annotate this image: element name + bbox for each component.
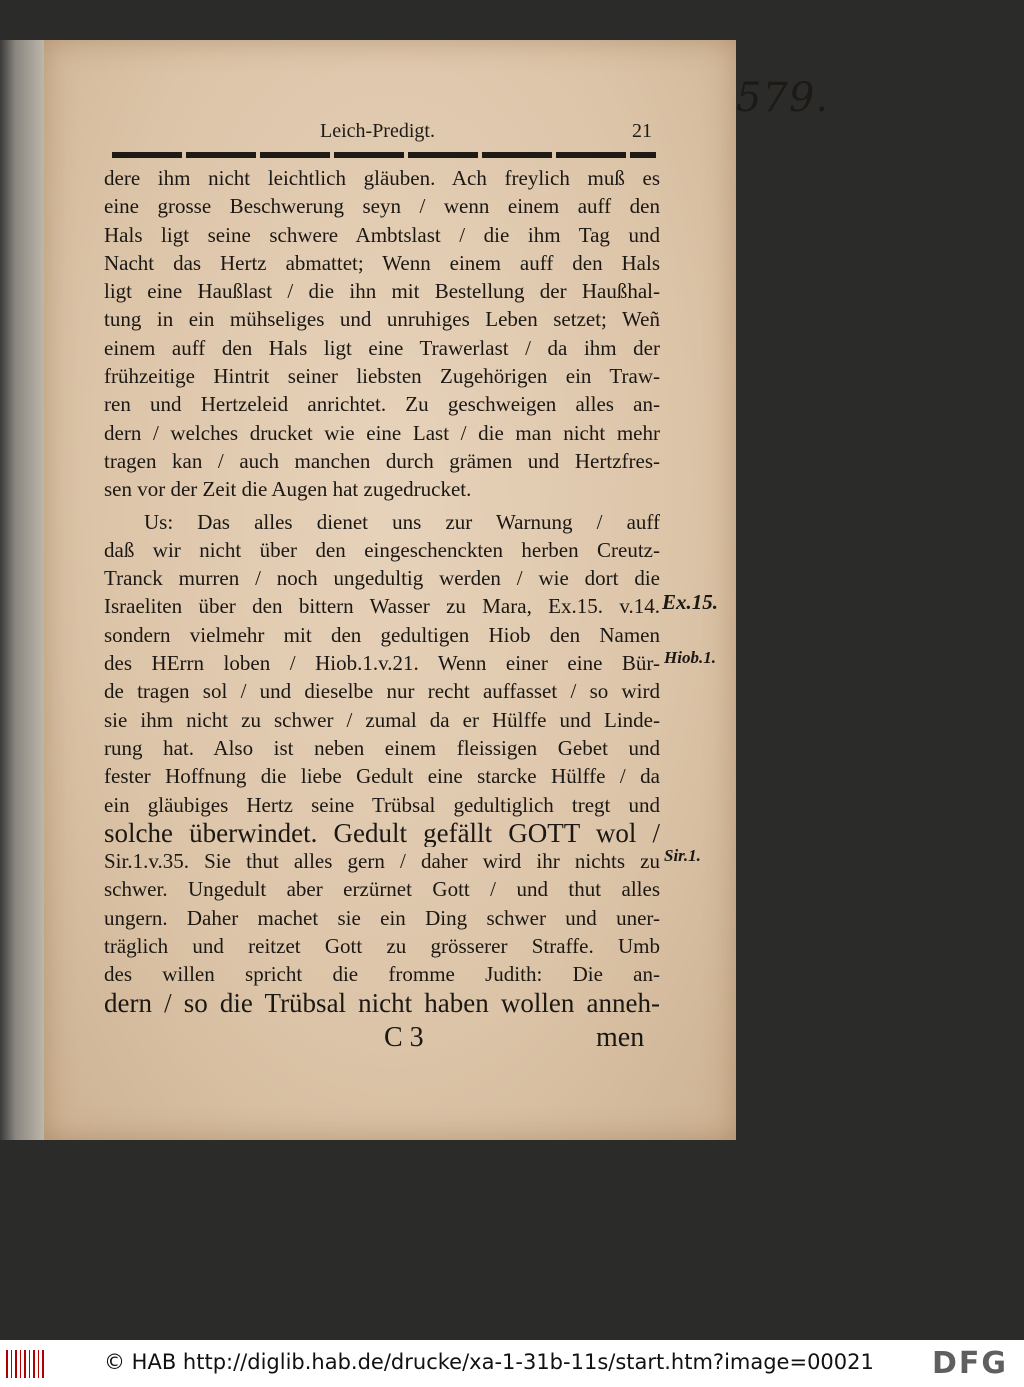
text-line: ligt eine Haußlast / die ihn mit Bestellung der Haußhal-: [104, 279, 660, 304]
text-line: ren und Hertzeleid anrichtet. Zu geschweigen alles an-: [104, 392, 660, 417]
text-line: schwer. Ungedult aber erzürnet Gott / und thut alles: [104, 877, 660, 902]
text-line: ungern. Daher machet sie ein Ding schwer und uner-: [104, 905, 660, 930]
barcode-icon: [6, 1350, 44, 1378]
marginal-note: Sir.1.: [664, 846, 701, 865]
text-line: Tranck murren / noch ungedultig werden / wie dort die: [104, 566, 660, 591]
text-line: sondern vielmehr mit den gedultigen Hiob den Namen: [104, 622, 660, 647]
text-line: de tragen sol / und dieselbe nur recht auffasset / so wird: [104, 679, 660, 704]
text-line: tung in ein mühseliges und unruhiges Leben setzet; Weñ: [104, 307, 660, 332]
text-line: dern / welches drucket wie eine Last / die man nicht mehr: [104, 420, 660, 445]
running-head: Leich-Predigt.: [320, 120, 435, 142]
body-text: [104, 164, 660, 1017]
text-line: Nacht das Hertz abmattet; Wenn einem auff den Hals: [104, 250, 660, 275]
text-line: fester Hoffnung die liebe Gedult eine starcke Hülffe / da: [104, 764, 660, 789]
text-line: dere ihm nicht leichtlich gläuben. Ach freylich muß es: [104, 166, 660, 190]
text-line: träglich und reitzet Gott zu grösserer Straffe. Umb: [104, 934, 660, 959]
text-line: rung hat. Also ist neben einem fleissigen Gebet und: [104, 735, 660, 760]
text-line: ein gläubiges Hertz seine Trübsal gedultiglich tregt und: [104, 792, 660, 817]
text-line: frühzeitige Hintrit seiner liebsten Zugehörigen ein Traw-: [104, 364, 660, 389]
text-line: daß wir nicht über den eingeschenckten herben Creutz-: [104, 537, 660, 562]
signature-mark: C 3: [384, 1022, 424, 1053]
text-line: des willen spricht die fromme Judith: Die an-: [104, 962, 660, 987]
text-line: Us: Das alles dienet uns zur Warnung / auff: [144, 509, 660, 534]
text-line: sen vor der Zeit die Augen hat zugedrucket.: [104, 477, 472, 502]
text-line: dern / so die Trübsal nicht haben wollen anneh-: [104, 988, 660, 1017]
handwritten-folio-number: 579.: [736, 75, 830, 121]
previous-page-edge: [0, 40, 44, 1140]
text-line: solche überwindet. Gedult gefällt GOTT wol /: [104, 818, 660, 848]
footer-bar: [0, 1340, 1024, 1387]
marginal-note: Ex.15.: [662, 590, 719, 614]
text-line: des HErrn loben / Hiob.1.v.21. Wenn einer eine Bür-: [104, 651, 660, 676]
text-line: sie ihm nicht zu schwer / zumal da er Hülffe und Linde-: [104, 707, 660, 732]
dfg-logo: DFG: [932, 1346, 1009, 1381]
source-credit-link[interactable]: © HAB http://diglib.hab.de/drucke/xa-1-31b-11s/start.htm?image=00021: [104, 1350, 874, 1374]
text-line: Hals ligt seine schwere Ambtslast / die ihm Tag und: [104, 222, 660, 247]
text-line: tragen kan / auch manchen durch grämen und Hertzfres-: [104, 448, 660, 473]
catchword: men: [596, 1022, 645, 1053]
text-line: Israeliten über den bittern Wasser zu Mara, Ex.15. v.14.: [104, 594, 660, 619]
page-number: 21: [632, 120, 652, 142]
text-line: eine grosse Beschwerung seyn / wenn einem auff den: [104, 194, 660, 219]
text-line: Sir.1.v.35. Sie thut alles gern / daher wird ihr nichts zu: [104, 849, 660, 874]
header-rule: [112, 152, 656, 158]
marginal-note: Hiob.1.: [664, 648, 716, 667]
text-line: einem auff den Hals ligt eine Trawerlast / da ihm der: [104, 335, 660, 360]
